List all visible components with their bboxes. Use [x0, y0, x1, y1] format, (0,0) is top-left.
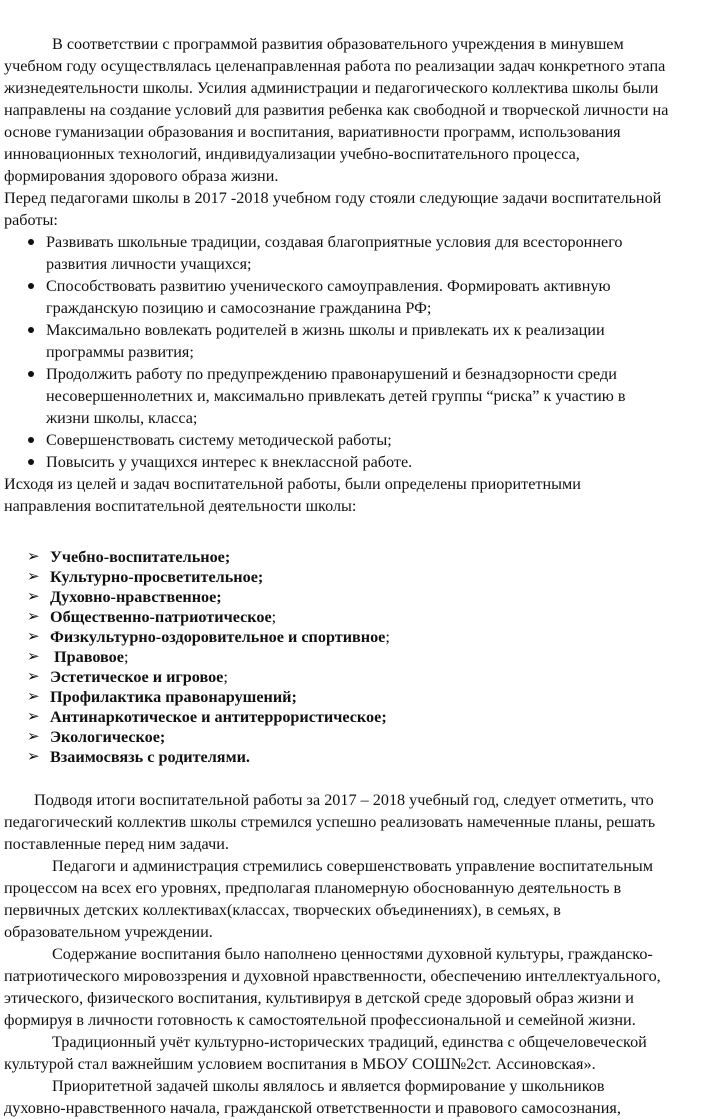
list-item — [4, 363, 704, 429]
bullet-icon — [28, 327, 34, 333]
text-line: Традиционный учёт культурно-исторических традиций, единства с общечеловеческой — [52, 1033, 647, 1051]
tasks-list — [4, 231, 704, 473]
list-item — [4, 747, 704, 767]
text-line: этического, физического воспитания, культивируя в детской среде здоровый образ жизни и — [4, 989, 634, 1007]
arrow-bullet-icon: ➢ — [27, 669, 40, 685]
direction-label: Общественно-патриотическое — [50, 608, 272, 626]
list-item — [4, 231, 704, 275]
list-item-text: Повысить у учащихся интерес к внеклассной работе. — [46, 453, 413, 471]
text-line: первичных детских коллективах(классах, творческих объединениях), в семьях, в — [4, 901, 561, 919]
text-line: учебном году осуществлялась целенаправленная работа по реализации задач конкретного этапа — [4, 57, 666, 75]
direction-label: Учебно-воспитательное; — [50, 548, 231, 566]
document-page — [0, 33, 704, 1119]
list-item — [4, 451, 704, 473]
list-item-text: Совершенствовать систему методической работы; — [46, 431, 392, 449]
text-line: работы: — [4, 211, 58, 229]
text-line: Перед педагогами школы в 2017 -2018 учебном году стояли следующие задачи воспитательной — [4, 189, 662, 207]
direction-tail: ; — [223, 668, 228, 686]
direction-label: Духовно-нравственное; — [50, 588, 222, 606]
list-item — [4, 275, 704, 319]
directions-list — [4, 547, 704, 767]
list-item — [4, 647, 704, 667]
arrow-bullet-icon: ➢ — [27, 649, 40, 665]
list-item-text: развития личности учащихся; — [46, 255, 252, 273]
summary-paragraph — [4, 789, 704, 855]
list-item-text: Развивать школьные традиции, создавая благоприятные условия для всестороннего — [46, 233, 623, 251]
text-line: инновационных технологий, индивидуализации учебно-воспитательного процесса, — [4, 145, 580, 163]
direction-label: Физкультурно-оздоровительное и спортивное — [50, 628, 386, 646]
text-line: образовательном учреждении. — [4, 923, 213, 941]
direction-label: Эстетическое и игровое — [50, 668, 224, 686]
list-item — [4, 627, 704, 647]
list-item-text: Способствовать развитию ученического самоуправления. Формировать активную — [46, 277, 611, 295]
direction-label: Взаимосвязь с родителями. — [50, 748, 250, 766]
text-line: основе гуманизации образования и воспитания, вариативности программ, использования — [4, 123, 621, 141]
list-item-text: гражданскую позицию и самосознание гражданина РФ; — [46, 299, 432, 317]
list-item — [4, 567, 704, 587]
text-line: формируя в личности готовность к самостоятельной профессиональной и семейной жизни. — [4, 1011, 636, 1029]
arrow-bullet-icon: ➢ — [27, 569, 40, 585]
list-item — [4, 319, 704, 363]
arrow-bullet-icon: ➢ — [27, 629, 40, 645]
arrow-bullet-icon: ➢ — [27, 709, 40, 725]
text-line: Исходя из целей и задач воспитательной работы, были определены приоритетными — [4, 475, 581, 493]
list-item — [4, 707, 704, 727]
list-item-text: несовершеннолетних и, максимально привлекать детей группы “риска” к участию в — [46, 387, 626, 405]
tradition-paragraph — [4, 1031, 704, 1075]
text-line: культурой стал важнейшим условием воспитания в МБОУ СОШ№2ст. Ассиновская». — [4, 1055, 596, 1073]
list-item — [4, 667, 704, 687]
direction-label: Профилактика правонарушений; — [50, 688, 297, 706]
text-line: педагогический коллектив школы стремился успешно реализовать намеченные планы, решать — [4, 813, 656, 831]
direction-tail: ; — [271, 608, 277, 626]
arrow-bullet-icon: ➢ — [27, 609, 40, 625]
list-item — [4, 727, 704, 747]
text-line: Педагоги и администрация стремились совершенствовать управление воспитательным — [52, 857, 654, 875]
list-item-text: программы развития; — [46, 343, 194, 361]
list-item — [4, 429, 704, 451]
list-item — [4, 687, 704, 707]
text-line: поставленные перед ним задачи. — [4, 835, 229, 853]
bullet-icon — [28, 239, 34, 245]
text-line: процессом на всех его уровнях, предполагая планомерную обоснованную деятельность в — [4, 879, 622, 897]
list-item — [4, 547, 704, 567]
direction-label: Правовое — [50, 648, 124, 666]
text-line: направлены на создание условий для развития ребенка как свободной и творческой личности на — [4, 101, 669, 119]
intro-paragraph — [4, 33, 704, 187]
bullet-icon — [28, 283, 34, 289]
list-item-text: жизни школы, класса; — [46, 409, 198, 427]
text-line: патриотического мировоззрения и духовной нравственности, обеспечению интеллектуального, — [4, 967, 661, 985]
direction-label: Культурно-просветительное; — [50, 568, 264, 586]
text-line: Содержание воспитания было наполнено ценностями духовной культуры, гражданско- — [52, 945, 653, 963]
text-line: Приоритетной задачей школы являлось и является формирование у школьников — [52, 1077, 605, 1095]
direction-label: Экологическое; — [50, 728, 166, 746]
list-item — [4, 587, 704, 607]
directions-intro — [4, 473, 704, 517]
arrow-bullet-icon: ➢ — [27, 749, 40, 765]
list-item — [4, 607, 704, 627]
text-line: Подводя итоги воспитательной работы за 2017 – 2018 учебный год, следует отметить, что — [34, 791, 654, 809]
list-item-text: Максимально вовлекать родителей в жизнь школы и привлекать их к реализации — [46, 321, 605, 339]
priority-paragraph — [4, 1075, 704, 1119]
direction-tail: ; — [385, 628, 390, 646]
bullet-icon — [28, 459, 34, 465]
admin-paragraph — [4, 855, 704, 943]
text-line: жизнедеятельности школы. Усилия администрации и педагогического коллектива школы были — [4, 79, 659, 97]
text-line: направления воспитательной деятельности школы: — [4, 497, 357, 515]
arrow-bullet-icon: ➢ — [27, 729, 40, 745]
direction-tail: ; — [123, 648, 129, 666]
text-line: духовно-нравственного начала, гражданской ответственности и правового самосознания, — [4, 1099, 621, 1117]
arrow-bullet-icon: ➢ — [27, 549, 40, 565]
text-line: В соответствии с программой развития образовательного учреждения в минувшем — [52, 35, 624, 53]
direction-label: Антинаркотическое и антитеррористическое; — [50, 708, 387, 726]
bullet-icon — [28, 371, 34, 377]
arrow-bullet-icon: ➢ — [27, 689, 40, 705]
arrow-bullet-icon: ➢ — [27, 589, 40, 605]
tasks-intro — [4, 187, 704, 231]
content-paragraph — [4, 943, 704, 1031]
bullet-icon — [28, 437, 34, 443]
text-line: формирования здорового образа жизни. — [4, 167, 279, 185]
list-item-text: Продолжить работу по предупреждению правонарушений и безнадзорности среди — [46, 365, 617, 383]
